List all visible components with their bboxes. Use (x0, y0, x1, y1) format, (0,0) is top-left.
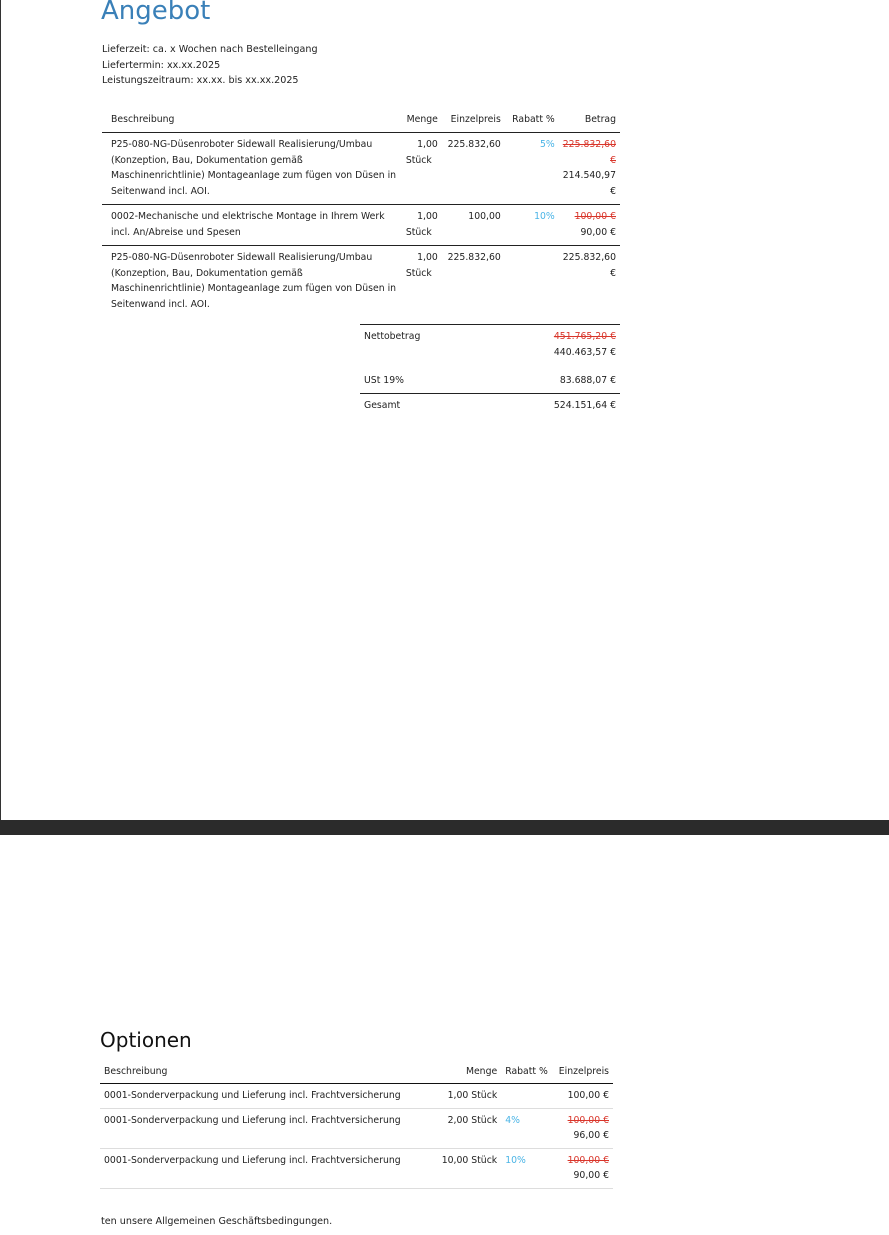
option-price: 100,00 € (567, 1090, 609, 1101)
items-table-header (102, 112, 620, 133)
totals-table (360, 324, 620, 417)
header-description: Beschreibung (111, 114, 175, 125)
header-discount: Rabatt % (512, 114, 555, 125)
grand-total-row (360, 393, 620, 417)
item-quantity: 1,00 (417, 139, 438, 150)
item-amount: 214.540,97 € (562, 170, 616, 197)
option-price-original: 100,00 € (567, 1114, 609, 1126)
item-amount: 90,00 € (580, 226, 616, 238)
item-description: P25-080-NG-Düsenroboter Sidewall Realisierung/Umbau (Konzeption, Bau, Dokumentation gemäß Maschinenrichtlinie) Montageanlage zum fügen von Düsen in Seitenwand incl. AOI. (111, 139, 397, 197)
option-description: 0001-Sonderverpackung und Lieferung incl. Frachtversicherung (104, 1090, 401, 1101)
terms-footer: ten unsere Allgemeinen Geschäftsbedingungen. (101, 1216, 333, 1227)
delivery-date: Liefertermin: xx.xx.2025 (102, 59, 221, 71)
option-discount: 10% (505, 1154, 526, 1166)
table-row (100, 1148, 613, 1188)
vat-amount: 83.688,07 € (559, 375, 616, 386)
table-row (100, 1108, 613, 1148)
options-table (100, 1064, 613, 1189)
option-quantity: 2,00 Stück (447, 1114, 498, 1126)
header-quantity: Menge (406, 114, 438, 125)
option-quantity: 10,00 Stück (441, 1154, 498, 1166)
item-unit-price: 225.832,60 (447, 252, 501, 263)
page-title: Angebot (101, 0, 211, 26)
delivery-time: Lieferzeit: ca. x Wochen nach Bestelleingang (102, 44, 318, 55)
table-row (102, 205, 620, 246)
item-description: P25-080-NG-Düsenroboter Sidewall Realisierung/Umbau (Konzeption, Bau, Dokumentation gemäß Maschinenrichtlinie) Montageanlage zum fügen von Düsen in Seitenwand incl. AOI. (111, 252, 397, 310)
option-price: 96,00 € (573, 1130, 609, 1141)
net-amount-original: 451.765,20 € (553, 331, 616, 342)
grand-total: 524.151,64 € (553, 399, 616, 411)
item-description: 0002-Mechanische und elektrische Montage in Ihrem Werk incl. An/Abreise und Spesen (111, 211, 385, 238)
option-price-original: 100,00 € (567, 1154, 609, 1166)
option-quantity: 1,00 Stück (447, 1090, 498, 1101)
options-title: Optionen (100, 1028, 192, 1052)
options-table-header (100, 1064, 613, 1084)
option-description: 0001-Sonderverpackung und Lieferung incl. Frachtversicherung (104, 1114, 401, 1126)
page-divider (0, 820, 889, 835)
option-description: 0001-Sonderverpackung und Lieferung incl. Frachtversicherung (104, 1154, 401, 1166)
grand-total-label: Gesamt (364, 399, 401, 411)
item-amount: 225.832,60 € (562, 252, 616, 279)
header-unit-price: Einzelpreis (450, 114, 501, 125)
net-amount-label: Nettobetrag (364, 331, 421, 342)
item-unit-price: 100,00 (468, 211, 501, 222)
header-amount: Betrag (584, 114, 616, 125)
table-row (102, 133, 620, 205)
table-row (100, 1084, 613, 1109)
net-amount-row (360, 325, 620, 370)
items-table (102, 112, 620, 317)
quote-page-2 (0, 835, 889, 1235)
option-price: 90,00 € (573, 1170, 609, 1181)
header-discount: Rabatt % (505, 1066, 548, 1077)
item-unit: Stück (405, 154, 432, 166)
item-unit-price: 225.832,60 (447, 139, 501, 150)
item-amount-original: 100,00 € (574, 211, 616, 222)
option-discount: 4% (505, 1114, 520, 1126)
vat-row (360, 369, 620, 393)
item-unit: Stück (405, 267, 432, 279)
service-period: Leistungszeitraum: xx.xx. bis xx.xx.2025 (102, 75, 299, 86)
item-quantity: 1,00 (417, 252, 438, 263)
vat-label: USt 19% (364, 375, 404, 386)
table-row (102, 246, 620, 318)
item-amount-original: 225.832,60 € (562, 139, 616, 166)
header-quantity: Menge (465, 1066, 498, 1077)
delivery-info (102, 42, 318, 89)
header-description: Beschreibung (104, 1066, 168, 1077)
net-amount: 440.463,57 € (553, 346, 616, 358)
header-unit-price: Einzelpreis (558, 1066, 609, 1077)
item-quantity: 1,00 (417, 211, 438, 222)
item-discount (505, 246, 559, 318)
option-discount (501, 1084, 555, 1109)
item-unit: Stück (405, 226, 432, 238)
item-discount: 5% (540, 139, 555, 150)
item-discount: 10% (534, 211, 555, 222)
